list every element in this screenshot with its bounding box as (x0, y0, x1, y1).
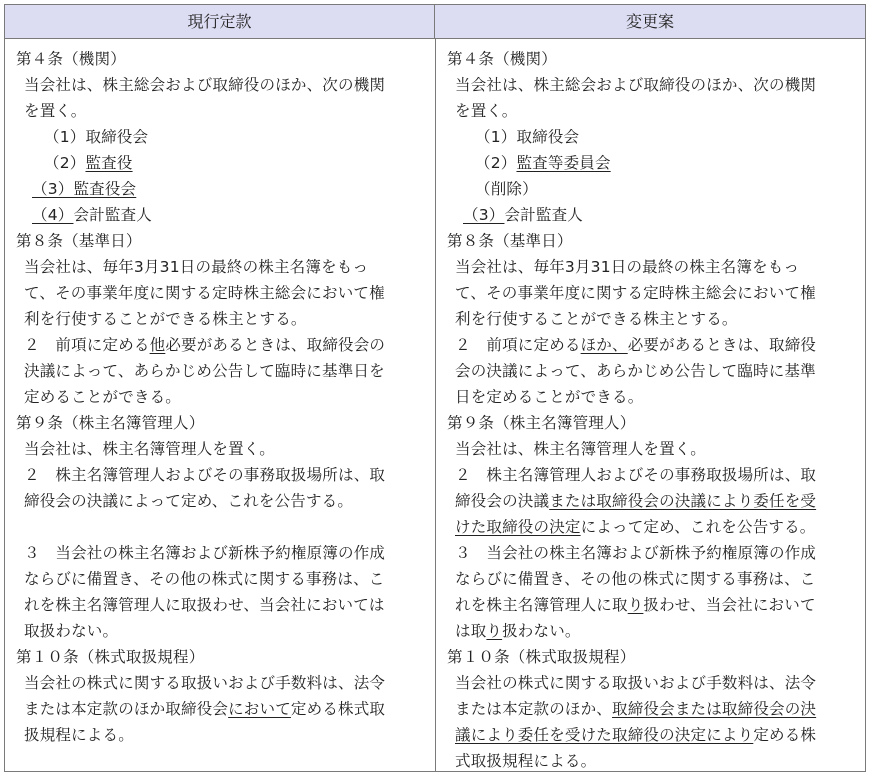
text-line (455, 72, 816, 98)
text-segment: を置く。 (455, 102, 518, 120)
text-line (24, 462, 385, 488)
text-line (44, 150, 133, 176)
text-segment: 第８条（基準日） (447, 232, 573, 250)
text-segment: 扱規程による。 (24, 726, 134, 744)
text-segment: 締役会の決議 (455, 492, 550, 510)
text-segment: 定める株 (753, 726, 817, 744)
text-segment: 日を定めることができる。 (455, 388, 644, 406)
amended-text: （4） (32, 206, 74, 224)
text-line (24, 618, 118, 644)
text-line (455, 670, 816, 696)
amended-text: ほか、 (580, 336, 628, 354)
text-segment: 第９条（株主名簿管理人） (16, 414, 205, 432)
text-line (455, 306, 738, 332)
text-segment: は取 (455, 622, 487, 640)
amended-text: けた取締役の決定 (455, 518, 581, 536)
text-segment: 利を行使することができる株主とする。 (24, 310, 307, 328)
text-line (24, 670, 385, 696)
text-line (24, 696, 385, 722)
text-line (447, 228, 573, 254)
text-segment: て、その事業年度に関する定時株主総会において権 (455, 284, 816, 302)
text-segment: を置く。 (24, 102, 87, 120)
amended-text: （3） (463, 206, 505, 224)
column-proposed (436, 39, 866, 771)
text-segment: 決議によって、あらかじめ公告して臨時に基準日を (24, 362, 385, 380)
text-line (24, 332, 385, 358)
text-line (455, 462, 816, 488)
text-line (24, 280, 385, 306)
amended-text: り (486, 622, 503, 640)
text-segment: 当会社の株式に関する取扱いおよび手数料は、法令 (24, 674, 386, 692)
text-line (455, 98, 518, 124)
text-segment: れを株主名簿管理人に取扱わせ、当会社においては (24, 596, 385, 614)
text-segment: 第１０条（株式取扱規程） (447, 648, 636, 666)
text-segment: 当会社は、毎年3月31日の最終の株主名簿をもっ (24, 258, 369, 276)
text-segment: 第４条（機関） (447, 50, 557, 68)
text-line (24, 722, 134, 748)
text-line (455, 254, 799, 280)
text-line (455, 566, 815, 592)
amended-text: 議により委任を受けた取締役の決定により (455, 726, 754, 744)
text-segment: 第１０条（株式取扱規程） (16, 648, 205, 666)
text-segment: によって定め、これを公告する。 (580, 518, 816, 536)
text-segment: 定める株式取 (290, 700, 386, 718)
text-line (44, 124, 148, 150)
text-segment: 式取扱規程による。 (455, 752, 597, 770)
text-segment: （2） (44, 154, 86, 172)
text-line (24, 306, 307, 332)
text-segment: 利を行使することができる株主とする。 (455, 310, 738, 328)
text-segment: 当会社は、株主総会および取締役のほか、次の機関 (455, 76, 817, 94)
text-segment: 取扱わない。 (24, 622, 119, 640)
text-line (447, 46, 557, 72)
text-segment: ならびに備置き、その他の株式に関する事務は、こ (455, 570, 816, 588)
column-current (5, 39, 435, 771)
text-segment: ２ 前項に定める (24, 336, 150, 354)
text-line (455, 436, 706, 462)
text-segment: 当会社は、株主総会および取締役のほか、次の機関 (24, 76, 386, 94)
amended-text: 監査等委員会 (516, 154, 611, 172)
text-segment: （1）取締役会 (44, 128, 149, 146)
text-segment: ２ 株主名簿管理人およびその事務取扱場所は、取 (24, 466, 386, 484)
text-line (455, 722, 816, 748)
text-segment: 第４条（機関） (16, 50, 126, 68)
text-segment: または本定款のほか取締役会 (24, 700, 229, 718)
text-line (455, 358, 816, 384)
text-line (24, 254, 368, 280)
text-line (24, 592, 385, 618)
amended-text: り (627, 596, 644, 614)
text-line (16, 228, 142, 254)
text-line (447, 410, 635, 436)
text-line (24, 72, 385, 98)
header-current: 現行定款 (5, 5, 435, 39)
text-segment: または本定款のほか、 (455, 700, 613, 718)
text-line (16, 644, 204, 670)
text-segment: （1）取締役会 (475, 128, 580, 146)
text-line (475, 150, 611, 176)
amended-text: 監査役 (85, 154, 133, 172)
text-segment: ３ 当会社の株主名簿および新株予約権原簿の作成 (455, 544, 817, 562)
text-segment: 当会社は、毎年3月31日の最終の株主名簿をもっ (455, 258, 800, 276)
text-line (24, 436, 275, 462)
text-line (447, 644, 635, 670)
text-line (475, 176, 538, 202)
amended-text: または取締役会の決議により委任を受 (549, 492, 817, 510)
text-line (455, 592, 816, 618)
text-segment: 当会社は、株主名簿管理人を置く。 (24, 440, 275, 458)
text-line (455, 384, 643, 410)
text-segment: （2） (475, 154, 517, 172)
text-segment: 定めることができる。 (24, 388, 182, 406)
text-line (455, 280, 816, 306)
text-line (455, 748, 596, 774)
text-line (24, 488, 353, 514)
text-line (24, 358, 385, 384)
text-line (16, 410, 204, 436)
text-segment: （削除） (475, 180, 538, 198)
text-segment: て、その事業年度に関する定時株主総会において権 (24, 284, 385, 302)
amended-text: （3）監査役会 (32, 180, 137, 198)
text-line (455, 332, 816, 358)
text-segment: ３ 当会社の株主名簿および新株予約権原簿の作成 (24, 544, 386, 562)
text-line (24, 540, 385, 566)
amended-text: 他 (149, 336, 166, 354)
text-line (16, 46, 126, 72)
text-segment: 扱わせ、当会社において (643, 596, 816, 614)
text-line (24, 98, 87, 124)
text-segment: 第９条（株主名簿管理人） (447, 414, 636, 432)
text-segment: 扱わない。 (502, 622, 581, 640)
text-segment: 必要があるときは、取締役 (627, 336, 817, 354)
text-line (455, 618, 581, 644)
text-segment: ならびに備置き、その他の株式に関する事務は、こ (24, 570, 385, 588)
text-segment: 締役会の決議によって定め、これを公告する。 (24, 492, 354, 510)
text-line (32, 202, 152, 228)
text-line (32, 176, 136, 202)
text-segment: 会の決議によって、あらかじめ公告して臨時に基準 (455, 362, 816, 380)
text-line (24, 566, 384, 592)
text-line (475, 124, 579, 150)
comparison-table (4, 4, 866, 772)
text-segment: ２ 前項に定める (455, 336, 581, 354)
text-line (463, 202, 583, 228)
text-segment: ２ 株主名簿管理人およびその事務取扱場所は、取 (455, 466, 817, 484)
text-segment: れを株主名簿管理人に取 (455, 596, 628, 614)
text-line (455, 540, 816, 566)
text-segment: 第８条（基準日） (16, 232, 142, 250)
amended-text: 取締役会または取締役会の決 (612, 700, 817, 718)
header-proposed: 変更案 (435, 5, 865, 39)
text-segment: 当会社の株式に関する取扱いおよび手数料は、法令 (455, 674, 817, 692)
text-segment: 当会社は、株主名簿管理人を置く。 (455, 440, 706, 458)
text-line (24, 384, 181, 410)
text-segment: 必要があるときは、取締役会の (165, 336, 386, 354)
amended-text: において (228, 700, 291, 718)
text-segment: 会計監査人 (504, 206, 583, 224)
text-line (455, 696, 816, 722)
text-line (455, 514, 816, 540)
text-segment: 会計監査人 (73, 206, 152, 224)
text-line (455, 488, 816, 514)
